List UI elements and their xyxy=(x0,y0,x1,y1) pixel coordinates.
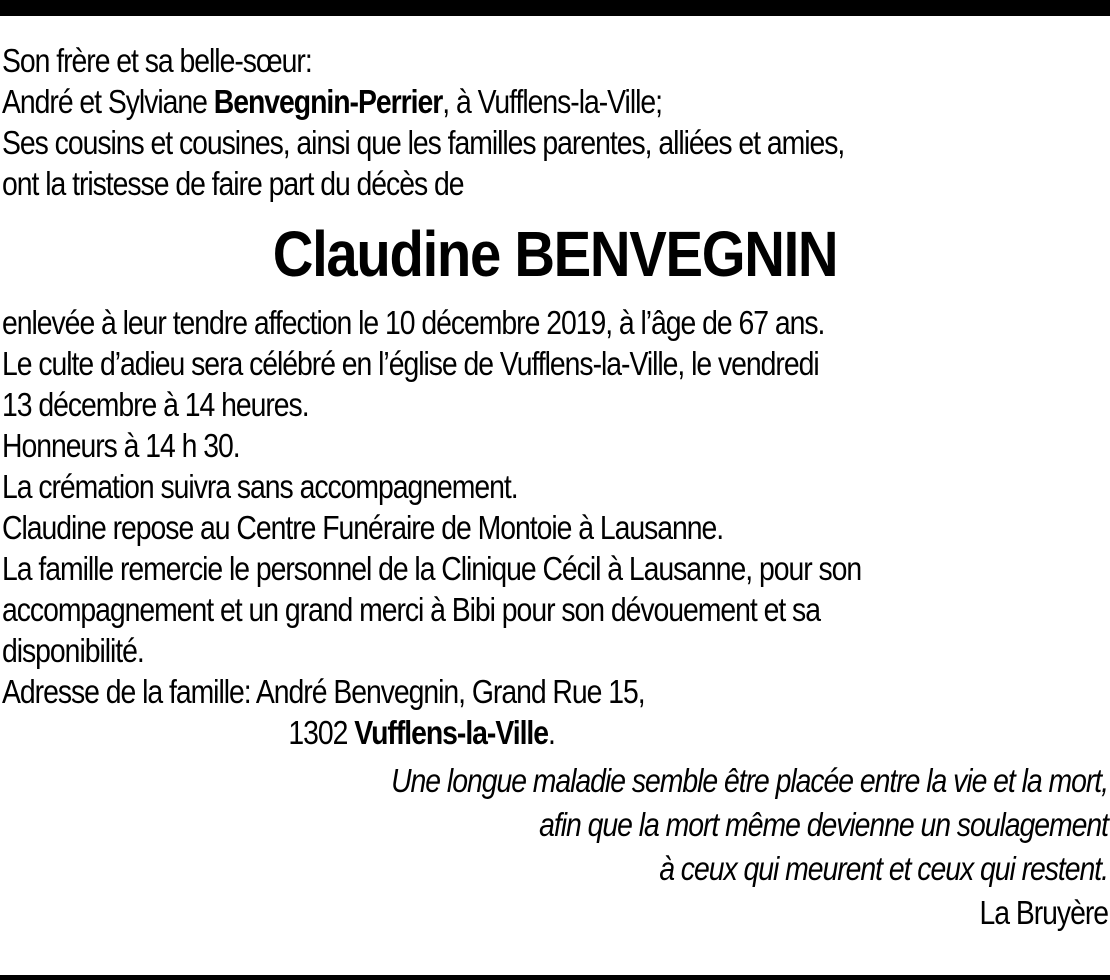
body-line-3: 13 décembre à 14 heures. xyxy=(2,386,309,423)
intro-line-2 xyxy=(2,81,953,122)
intro-line-2-post: , à Vufflens-la-Ville; xyxy=(442,83,662,120)
body-line-2: Le culte d’adieu sera célébré en l’église de Vufflens-la-Ville, le vendredi xyxy=(2,345,819,382)
intro-line-3: Ses cousins et cousines, ainsi que les familles parentes, alliées et amies, xyxy=(2,124,845,161)
address-postcode: 1302 xyxy=(288,714,355,751)
obituary-notice xyxy=(2,40,1108,935)
quote-line-2: afin que la mort même devienne un soulagement xyxy=(539,806,1108,843)
body-line-1: enlevée à leur tendre affection le 10 décembre 2019, à l’âge de 67 ans. xyxy=(2,304,825,341)
address-end: . xyxy=(548,714,555,751)
body-line-4: Honneurs à 14 h 30. xyxy=(2,427,240,464)
intro-line-1: Son frère et sa belle-sœur: xyxy=(2,42,312,79)
body-line-7: La famille remercie le personnel de la Clinique Cécil à Lausanne, pour son xyxy=(2,550,862,587)
quote-line-1: Une longue maladie semble être placée entre la vie et la mort, xyxy=(391,762,1108,799)
top-rule xyxy=(0,0,1110,16)
address-line-2 xyxy=(2,712,953,753)
closing-quote xyxy=(2,759,1108,935)
address-line-1: Adresse de la famille: André Benvegnin, Grand Rue 15, xyxy=(2,673,645,710)
body-line-9: disponibilité. xyxy=(2,632,144,669)
address-city: Vufflens-la-Ville xyxy=(354,714,549,751)
quote-author: La Bruyère xyxy=(979,894,1108,931)
intro-line-2-pre: André et Sylviane xyxy=(2,83,214,120)
intro-line-4: ont la tristesse de faire part du décès de xyxy=(2,165,464,202)
family-name-bold: Benvegnin-Perrier xyxy=(213,83,443,120)
body-line-6: Claudine repose au Centre Funéraire de Montoie à Lausanne. xyxy=(2,509,724,546)
quote-line-3: à ceux qui meurent et ceux qui restent. xyxy=(659,850,1108,887)
deceased-name: Claudine BENVEGNIN xyxy=(272,218,838,290)
bottom-rule xyxy=(0,975,1110,980)
body-line-5: La crémation suivra sans accompagnement. xyxy=(2,468,518,505)
body-line-8: accompagnement et un grand merci à Bibi pour son dévouement et sa xyxy=(2,591,820,628)
